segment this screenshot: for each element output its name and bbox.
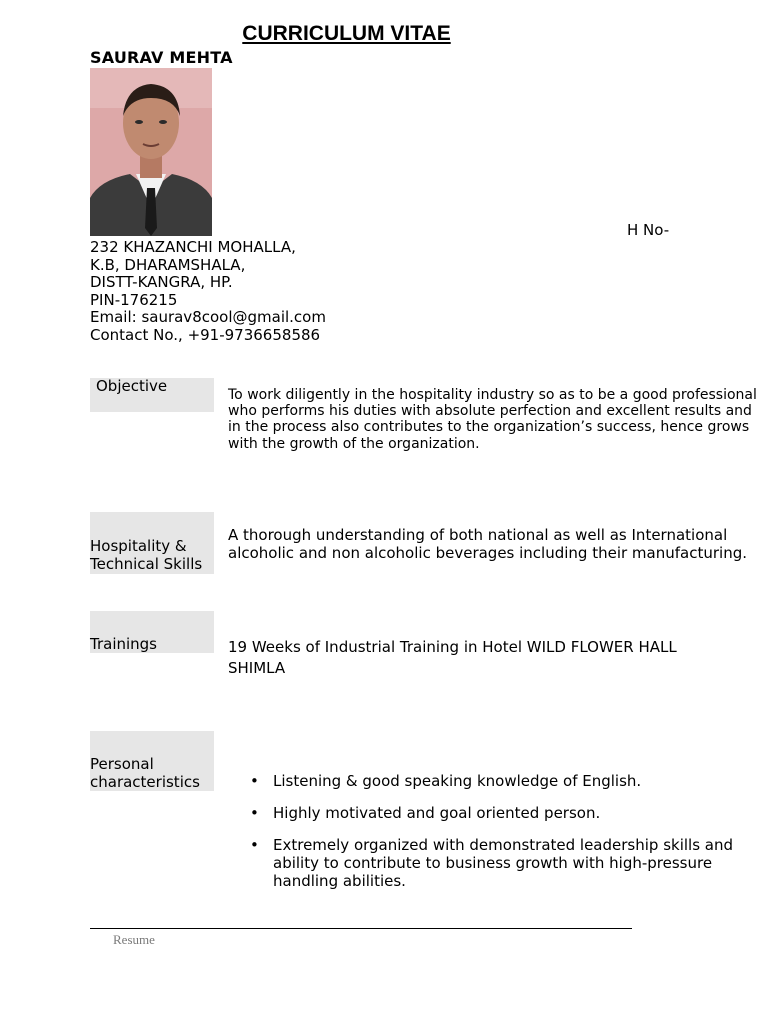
house-number-label: H No- [627,221,670,239]
list-item: • Highly motivated and goal oriented person. [250,804,762,822]
objective-text: To work diligently in the hospitality industry so as to be a good professional who performs his duties with absolute perfection and excellent results and in the process also contributes to the organization’s success, hence grows with the growth of the organization. [228,387,757,452]
address-line: 232 KHAZANCHI MOHALLA, [90,238,296,256]
candidate-name: SAURAV MEHTA [90,48,233,67]
email-line: Email: saurav8cool@gmail.com [90,308,326,327]
list-item: • Listening & good speaking knowledge of English. [250,772,762,790]
address-line: DISTT-KANGRA, HP. [90,273,233,292]
list-item: • Extremely organized with demonstrated leadership skills and ability to contribute to business growth with high-pressure handling abilities. [250,836,762,890]
personal-label-line: Personal [90,755,154,773]
address-block [90,239,326,345]
personal-label-line: characteristics [90,773,200,791]
trainings-heading [90,611,214,653]
footer-divider [90,928,632,929]
personal-heading [90,731,214,791]
document-title: CURRICULUM VITAE [242,22,451,45]
profile-photo [90,68,212,236]
contact-number: Contact No., +91-9736658586 [90,325,321,344]
trainings-text: 19 Weeks of Industrial Training in Hotel WILD FLOWER HALL SHIMLA [228,638,677,677]
skills-label-line: Hospitality & [90,537,187,555]
address-line: K.B, DHARAMSHALA, [90,255,246,274]
footer-text: Resume [113,932,155,947]
trainings-label: Trainings [90,635,158,653]
objective-heading [90,378,214,412]
skills-text: A thorough understanding of both national as well as International alcoholic and non alcoholic beverages including their manufacturing. [228,526,747,562]
skills-heading [90,512,214,574]
skills-label-line: Technical Skills [90,555,203,573]
pin-code: PIN-176215 [90,290,178,309]
objective-label: Objective [96,377,168,395]
personal-characteristics-list [250,772,762,904]
